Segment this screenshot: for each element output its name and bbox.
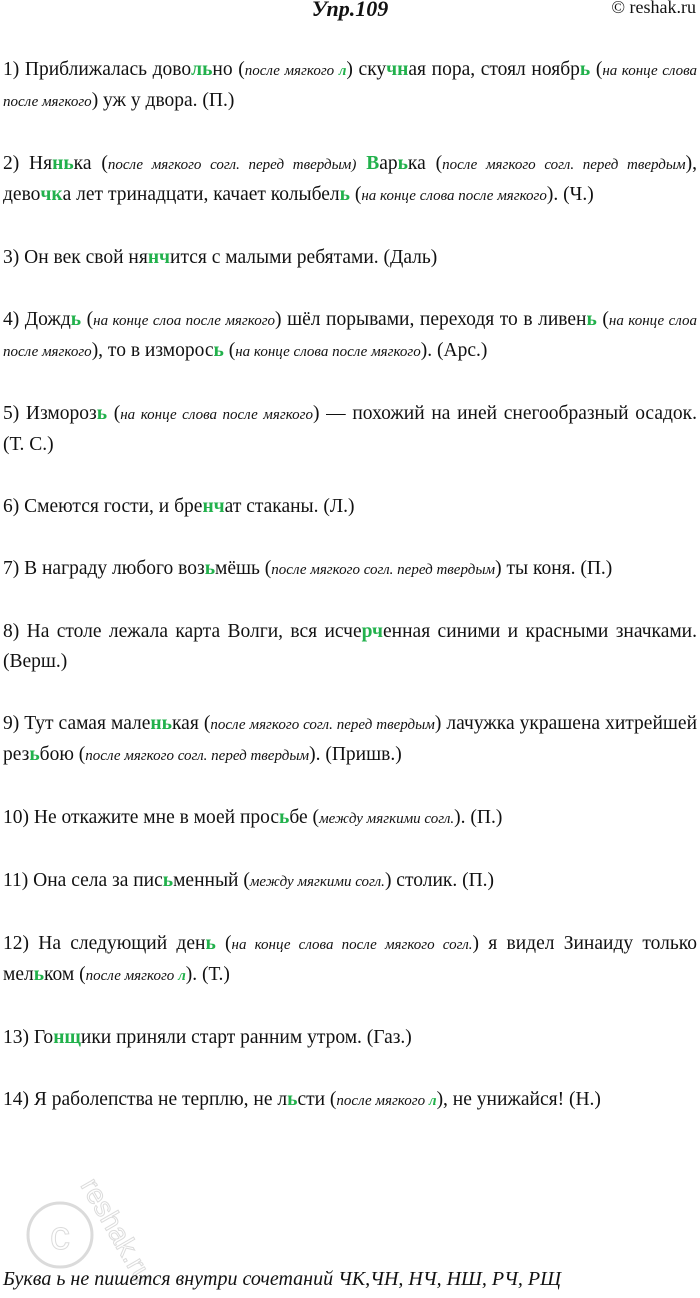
sentence-2 (3, 149, 697, 211)
sentence-text: 10) Не откажите мне в моей прос (3, 807, 280, 828)
sentence-text: бе ( (289, 807, 320, 828)
sentence-text: енная синими и красными значками. (Верш.) (3, 621, 697, 672)
sentence-text: ). (Арс.) (420, 340, 488, 361)
sentence-text: ка ( (73, 153, 108, 174)
sentence-text: 5) Изморoз (3, 403, 97, 424)
sentence-6 (3, 492, 697, 522)
sentence-text: ится с малыми ребятами. (Даль) (170, 247, 438, 268)
highlighted-letters: ь (162, 870, 174, 891)
rule-note: между мягкими согл. (319, 811, 455, 827)
sentence-3 (3, 243, 697, 273)
sentence-1 (3, 55, 697, 117)
sentence-10 (3, 803, 697, 834)
svg-text:c: c (50, 1214, 70, 1258)
sentence-text: 1) Приближалась дово (3, 59, 192, 80)
sentence-text: ) лачужка украшена хитрейшей рез (3, 713, 698, 765)
sentence-text: ). (Ч.) (546, 184, 594, 205)
copyright-label: © reshak.ru (611, 0, 696, 17)
sentence-8 (3, 617, 697, 677)
sentence-text: ( (596, 309, 609, 330)
watermark-logo (20, 1165, 161, 1290)
sentence-14 (3, 1085, 697, 1116)
sentence-13 (3, 1023, 697, 1053)
sentence-text: 6) Смеются гости, и бре (3, 496, 203, 517)
rule-note: на конце слова после мягкого (120, 407, 314, 423)
highlighted-letters: ь (204, 558, 215, 579)
sentence-text: ) уж у двора. (П.) (91, 90, 235, 111)
sentence-text: менный ( (173, 870, 250, 891)
highlighted-letters: ь (96, 403, 108, 424)
highlighted-letters: рч (361, 621, 384, 642)
highlighted-letters: ь (213, 340, 224, 361)
rule-note: на конце слова после мягкого (361, 188, 547, 204)
rule-note: после мягкого согл. перед твердым (85, 748, 310, 764)
highlighted-letters: ль (191, 59, 213, 80)
sentence-text: ая пора, стоял ноябр (408, 59, 580, 80)
highlighted-letters: чк (40, 184, 63, 205)
highlighted-letters: ь (397, 153, 408, 174)
sentence-text: бою ( (39, 744, 86, 765)
sentence-text: 2) Ня (3, 153, 53, 174)
sentence-text: ( (590, 59, 603, 80)
rule-note: после мягкого (85, 968, 179, 984)
sentence-text: 13) Го (3, 1027, 54, 1048)
sentence-text: мёшь ( (215, 558, 272, 579)
sentence-text: ). (Т.) (185, 964, 230, 985)
rule-note: на конце слова после мягкого (235, 344, 421, 360)
highlighted-letters: нч (202, 496, 225, 517)
sentence-text: сти ( (297, 1089, 337, 1110)
sentence-text: 4) Дожд (3, 309, 71, 330)
sentence-text: ) ты коня. (П.) (495, 558, 613, 579)
exercise-title: Упр.109 (311, 0, 389, 21)
sentence-text: ), то в изморос (91, 340, 214, 361)
sentence-7 (3, 554, 697, 585)
sentence-text: ) ску (346, 59, 387, 80)
rule-note: на конце слоа после мягкого (3, 313, 697, 360)
sentence-text: ) шёл порывами, переходя то в ливен (275, 309, 587, 330)
sentence-text: ), не унижайся! (Н.) (436, 1089, 601, 1110)
sentence-text: 11) Она села за пис (3, 870, 163, 891)
highlighted-letters: ь (205, 933, 216, 954)
sentence-text: ). (Пришв.) (309, 744, 402, 765)
sentence-text: ), дево (3, 153, 697, 205)
rule-note: после мягкого согл. перед твердым (442, 157, 686, 173)
highlighted-letters: ь (339, 184, 350, 205)
highlighted-letters: ь (279, 807, 290, 828)
sentence-text: ) столик. (П.) (384, 870, 495, 891)
sentence-text: ( (107, 403, 121, 424)
sentence-text: 12) На следующий ден (3, 933, 206, 954)
rule-note: на конце слова после мягкого (3, 63, 698, 110)
sentence-text: ( (81, 309, 94, 330)
sentence-12 (3, 929, 697, 991)
spelling-rule: Буква ь не пишется внутри сочетаний ЧК,ЧН, НЧ, НШ, РЧ, РЩ (3, 1268, 561, 1290)
sentence-9 (3, 709, 697, 771)
sentence-text: ар (379, 153, 398, 174)
sentence-5 (3, 399, 697, 460)
rule-note: на конце слова после мягкого согл. (231, 937, 473, 953)
rule-note: после мягкого (244, 63, 339, 79)
rule-note: после мягкого согл. перед твердым (210, 717, 435, 733)
rule-note: между мягкими согл. (249, 874, 385, 890)
rule-note: л (338, 63, 347, 79)
sentence-text: ) — похожий на иней снегообразный осадок. (Т. С.) (3, 403, 698, 455)
rule-note: после мягкого согл. перед твердым (271, 562, 496, 578)
sentence-text: ка ( (407, 153, 443, 174)
rule-note: после мягкого согл. перед твердым) (107, 157, 357, 173)
sentence-text: ) я видел Зинаиду только мел (3, 933, 698, 985)
sentence-text: ). (П.) (454, 807, 503, 828)
highlighted-letters: нч (147, 247, 171, 268)
highlighted-letters: ь (70, 309, 82, 330)
rule-note: после мягкого (336, 1093, 429, 1109)
highlighted-letters: нь (52, 153, 74, 174)
sentence-text: ( (215, 933, 232, 954)
sentence-text: 9) Тут самая мале (3, 713, 151, 734)
exercise-body (3, 55, 697, 1148)
highlighted-letters: ь (579, 59, 591, 80)
sentence-11 (3, 866, 697, 897)
rule-note: л (428, 1093, 437, 1109)
highlighted-letters: ь (586, 309, 597, 330)
sentence-4 (3, 305, 697, 367)
sentence-text: но ( (212, 59, 245, 80)
sentence-text: 8) На столе лежала карта Волги, вся исче (3, 621, 362, 642)
sentence-text: ( (223, 340, 236, 361)
highlighted-letters: В (366, 153, 380, 174)
sentence-text: ики приняли старт ранним утром. (Газ.) (80, 1027, 412, 1048)
highlighted-letters: нь (150, 713, 172, 734)
sentence-text: 7) В награду любого воз (3, 558, 205, 579)
sentence-text: ком ( (44, 964, 86, 985)
highlighted-letters: ь (29, 744, 40, 765)
sentence-text: ( (349, 184, 362, 205)
sentence-text: 14) Я раболепства не терплю, не л (3, 1089, 288, 1110)
rule-note: на конце слоа после мягкого (93, 313, 276, 329)
highlighted-letters: ь (33, 964, 45, 985)
sentence-text: кая ( (171, 713, 211, 734)
highlighted-letters: чн (386, 59, 409, 80)
sentence-text: а лет тринадцати, качает колыбел (62, 184, 340, 205)
sentence-text: 3) Он век свой ня (3, 247, 148, 268)
svg-text:reshak.ru: reshak.ru (74, 1172, 161, 1290)
sentence-text (356, 153, 366, 174)
highlighted-letters: нщ (53, 1027, 81, 1048)
highlighted-letters: ь (287, 1089, 298, 1110)
sentence-text: ат стаканы. (Л.) (224, 496, 355, 517)
rule-note: л (178, 968, 186, 984)
